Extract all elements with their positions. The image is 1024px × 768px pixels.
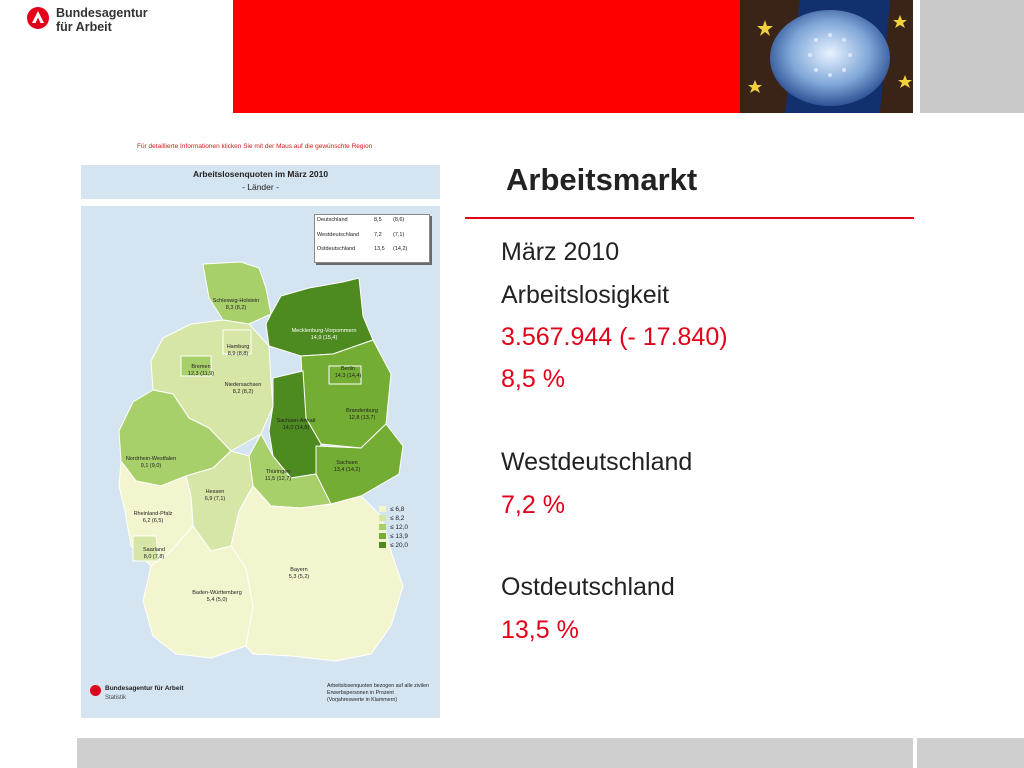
label-bremen: Bremen 12,3 (11,9) (187, 364, 215, 377)
legend-row-deutschland (317, 217, 427, 227)
legend-prev: (14,2) (393, 246, 408, 252)
scale-item: ≤ 8,2 (379, 515, 404, 522)
label-thueringen: Thüringen 11,5 (12,7) (264, 469, 292, 482)
map-title: Arbeitslosenquoten im März 2010 (192, 169, 329, 179)
stat-label-east: Ostdeutschland (501, 573, 675, 601)
scale-item: ≤ 6,8 (379, 506, 404, 513)
stat-date: März 2010 (501, 238, 620, 266)
legend-row-ost (317, 246, 427, 256)
map-footnote: Arbeitslosenquoten bezogen auf alle zivilen Erwerbspersonen in Prozent (Vorjahreswerte in Klammern) (327, 683, 429, 703)
legend-value: 7,2 (374, 232, 382, 238)
legend-prev: (8,6) (393, 217, 405, 223)
header-red-band (233, 0, 740, 113)
legend-name: Ostdeutschland (317, 246, 356, 252)
label-mecklenburg-vorpommern: Mecklenburg-Vorpommern 14,9 (15,4) (291, 328, 357, 341)
legend-prev: (7,1) (393, 232, 405, 238)
summary-legend-box (314, 214, 430, 263)
scale-swatch (379, 542, 386, 548)
map-header (81, 165, 440, 199)
legend-value: 8,5 (374, 217, 382, 223)
title-underline (465, 217, 914, 219)
map-footer-org: Bundesagentur für Arbeit (105, 685, 184, 692)
stat-rate-west: 7,2 % (501, 491, 565, 519)
label-baden-wuerttemberg: Baden-Württemberg 5,4 (5,0) (192, 590, 242, 603)
region-bayern[interactable] (231, 486, 403, 661)
label-berlin: Berlin 14,3 (14,4) (334, 366, 362, 379)
scale-swatch (379, 515, 386, 521)
stat-rate-de: 8,5 % (501, 365, 565, 393)
label-niedersachsen: Niedersachsen 8,2 (8,2) (224, 382, 262, 395)
logo-wordmark (56, 6, 148, 34)
eu-globe-photo (740, 0, 913, 113)
label-nordrhein-westfalen: Nordrhein-Westfalen 9,1 (9,0) (125, 456, 177, 469)
region-mecklenburg-vorpommern[interactable] (266, 278, 373, 356)
stat-count: 3.567.944 (- 17.840) (501, 323, 728, 351)
legend-name: Deutschland (317, 217, 348, 223)
legend-row-west (317, 232, 427, 242)
label-sachsen: Sachsen 13,4 (14,2) (333, 460, 361, 473)
label-schleswig-holstein: Schleswig-Holstein 8,3 (8,2) (212, 298, 260, 311)
stat-label-west: Westdeutschland (501, 448, 693, 476)
label-brandenburg: Brandenburg 12,8 (13,7) (346, 408, 378, 421)
label-hessen: Hessen 6,9 (7,1) (204, 489, 226, 502)
label-sachsen-anhalt: Sachsen-Anhalt 14,0 (14,8) (276, 418, 316, 431)
label-rheinland-pfalz: Rheinland-Pfalz 6,2 (6,5) (133, 511, 173, 524)
label-bayern: Bayern 5,3 (5,2) (288, 567, 310, 580)
header-grey-block (920, 0, 1024, 113)
scale-item: ≤ 13,9 (379, 533, 408, 540)
scale-swatch (379, 524, 386, 530)
ba-footer-logo-icon (90, 685, 101, 696)
slide-title: Arbeitsmarkt (506, 162, 698, 197)
legend-name: Westdeutschland (317, 232, 360, 238)
logo-line-1: Bundesagentur (56, 6, 148, 20)
stat-label-arbeitslosigkeit: Arbeitslosigkeit (501, 281, 670, 309)
label-hamburg: Hamburg 8,9 (8,8) (226, 344, 250, 357)
map-subtitle: - Länder - (242, 182, 279, 192)
legend-value: 13,5 (374, 246, 385, 252)
bundesagentur-logo-icon (27, 7, 49, 29)
scale-item: ≤ 20,0 (379, 542, 408, 549)
germany-map-panel (81, 206, 440, 718)
scale-item: ≤ 12,0 (379, 524, 408, 531)
scale-swatch (379, 506, 386, 512)
logo-line-2: für Arbeit (56, 20, 112, 34)
stat-rate-east: 13,5 % (501, 616, 579, 644)
label-saarland: Saarland 8,0 (7,8) (142, 547, 166, 560)
scale-swatch (379, 533, 386, 539)
footer-bar-right (917, 738, 1024, 768)
map-footer-sub: Statistik (105, 695, 127, 701)
map-click-hint: Für detaillierte Informationen klicken Sie mit der Maus auf die gewünschte Region (137, 143, 373, 150)
region-schleswig-holstein[interactable] (203, 262, 271, 324)
footer-bar (77, 738, 913, 768)
